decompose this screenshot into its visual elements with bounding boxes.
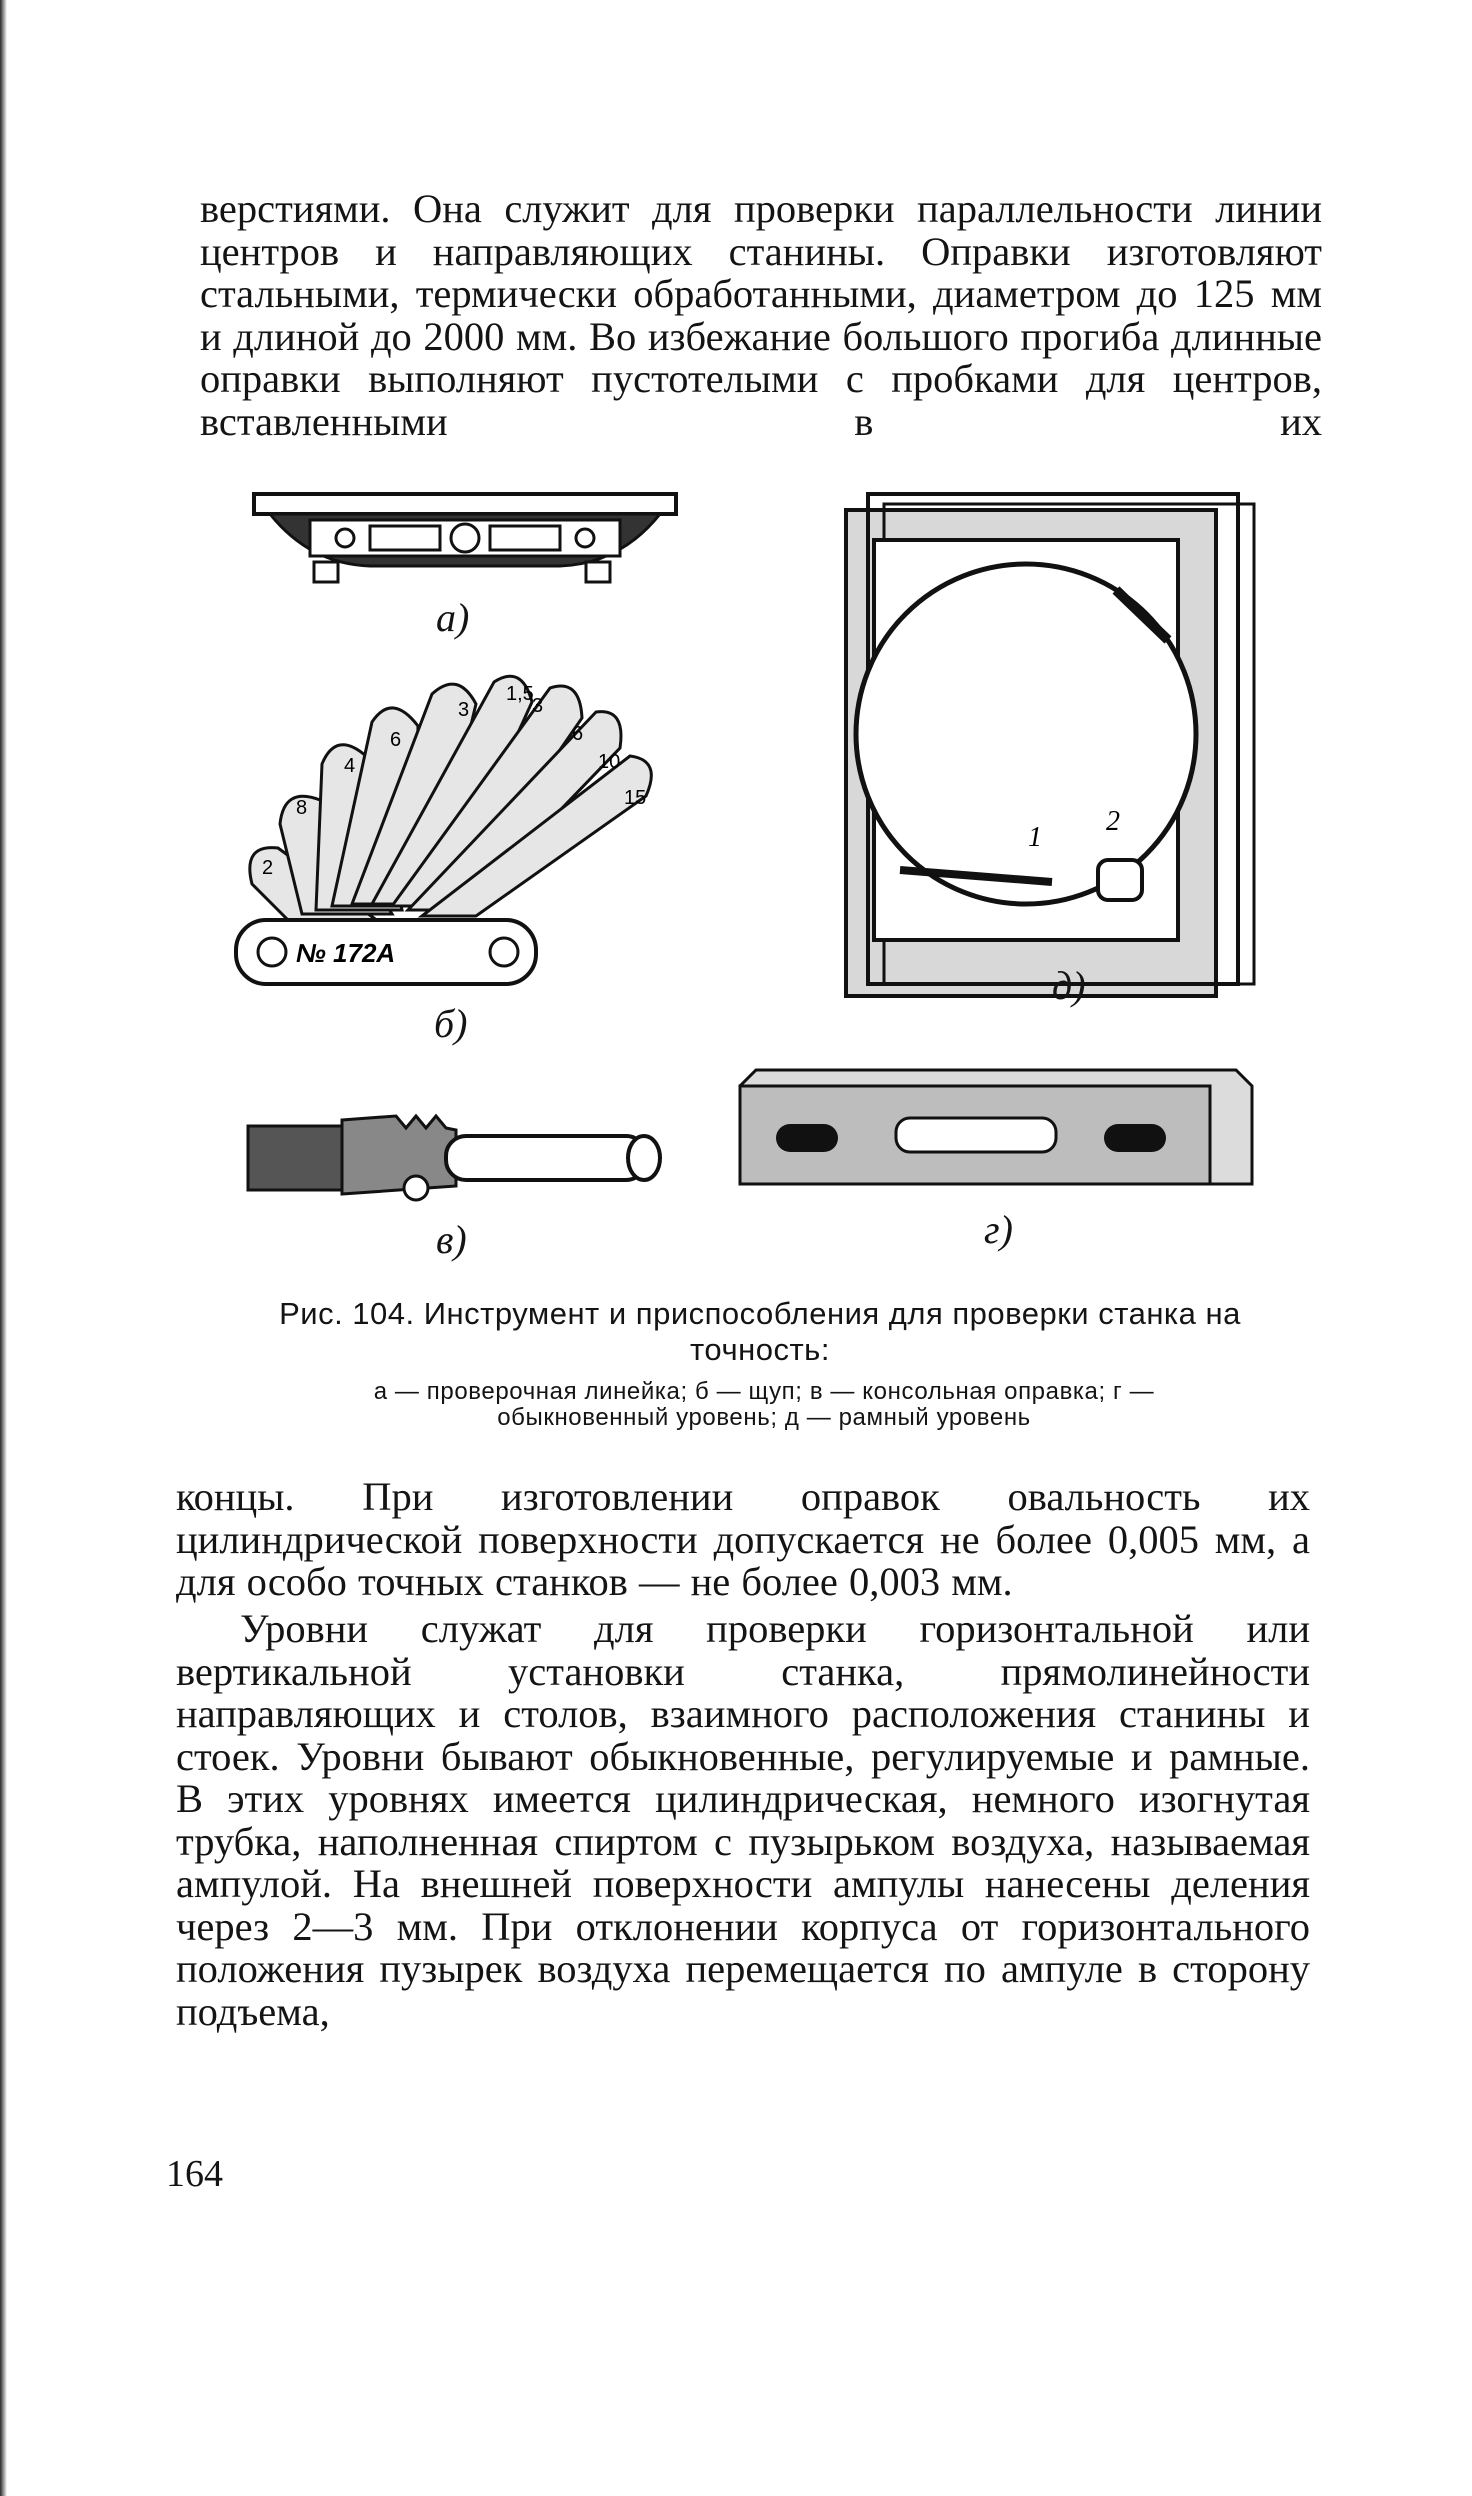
callout-1: 1	[1028, 822, 1042, 853]
figure-label-a: а)	[436, 595, 470, 640]
feeler-plate-text: № 172А	[296, 938, 396, 968]
feeler-mark: 8	[296, 797, 308, 819]
page-number: 164	[166, 2153, 223, 2195]
ordinary-level-illustration	[736, 1066, 1254, 1188]
figure-label-g: г)	[984, 1207, 1013, 1252]
feeler-mark: 1,5	[506, 683, 534, 705]
figure-label-b: б)	[434, 1001, 468, 1046]
feeler-mark: 4	[344, 755, 356, 777]
figure-label-v: в)	[436, 1217, 467, 1262]
figure-label-d: д)	[1052, 963, 1086, 1008]
callout-2: 2	[1106, 806, 1120, 837]
frame-level-illustration	[838, 490, 1258, 1010]
feeler-mark: 6	[572, 723, 584, 745]
feeler-mark: 6	[390, 729, 402, 751]
figure-caption-title: Рис. 104. Инструмент и приспособления для проверки станка на точность:	[279, 1296, 1241, 1367]
feeler-mark: 3	[458, 699, 470, 721]
feeler-mark: 15	[624, 787, 647, 809]
figure-legend-line-1: а — проверочная линейка; б — щуп; в — консольная оправка; г —	[373, 1378, 1155, 1405]
straightedge-illustration	[250, 486, 680, 586]
paragraph-top: верстиями. Она служит для проверки параллельности линии центров и направляющих станины. Оправки изготовляют стальными, термически обработанными, диаметром до 125 мм и длиной до 2000 мм. Во избежание большого прогиба длинные оправки выполняют пустотелыми с пробками для центров, вставленными в их	[200, 186, 1322, 444]
page-spine-shadow	[0, 0, 7, 2496]
paragraph-after-figure: концы. При изготовлении оправок овальность их цилиндрической поверхности допускается не более 0,005 мм, а для особо точных станков — не более 0,003 мм.	[176, 1474, 1310, 1604]
console-mandrel-illustration	[246, 1108, 666, 1204]
paragraph-levels: Уровни служат для проверки горизонтальной или вертикальной установки станка, прямолинейности направляющих и столов, взаимного расположения станины и стоек. Уровни бывают обыкновенные, регулируемые и рамные. В этих уровнях имеется цилиндрическая, немного изогнутая трубка, наполненная спиртом с пузырьком воздуха, называемая ампулой. На внешней поверхности ампулы нанесены деления через 2—3 мм. При отклонении корпуса от горизонтального положения пузырек воздуха перемещается по ампуле в сторону подъема,	[176, 1606, 1310, 2034]
figure-legend-line-2: обыкновенный уровень; д — рамный уровень	[497, 1404, 1031, 1431]
feeler-mark: 10	[598, 751, 621, 773]
feeler-mark: 3	[532, 695, 544, 717]
feeler-mark: 2	[262, 857, 274, 879]
feeler-gauge-illustration	[232, 664, 704, 1000]
